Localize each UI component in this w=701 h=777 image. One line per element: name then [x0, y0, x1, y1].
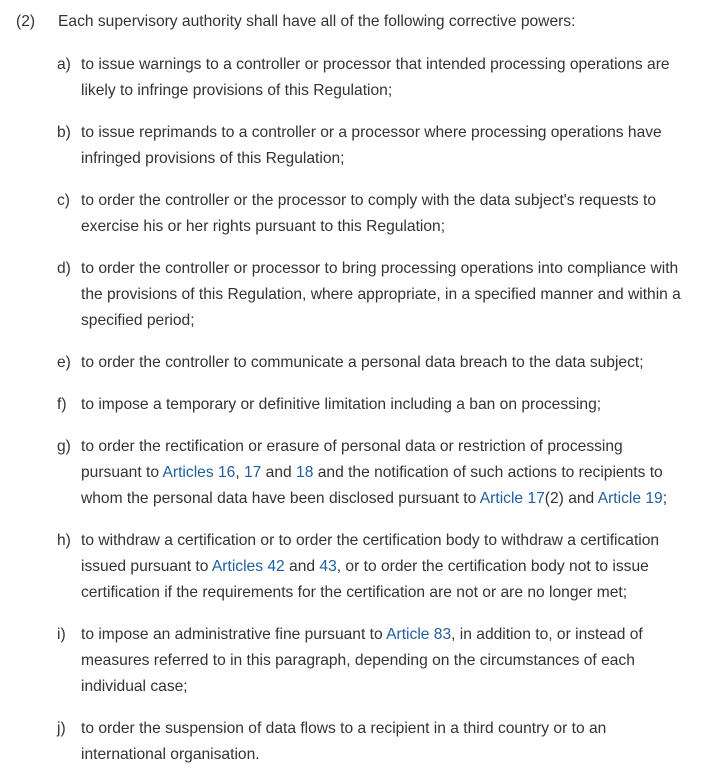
list-item: [57, 434, 697, 512]
item-text: [81, 52, 697, 104]
item-text: [81, 716, 697, 768]
text-segment: whom the personal data have been disclosed pursuant to: [81, 490, 480, 507]
text-line: [81, 460, 697, 486]
text-line: [81, 52, 697, 78]
text-segment: to impose a temporary or definitive limitation including a ban on processing;: [81, 396, 602, 413]
text-line: [81, 580, 697, 606]
item-letter: a): [57, 56, 71, 73]
text-line: [81, 256, 697, 282]
item-letter: e): [57, 354, 71, 371]
paragraph-number: (2): [16, 13, 36, 30]
text-segment: international organisation.: [81, 746, 260, 763]
text-segment: pursuant to: [81, 464, 163, 481]
article-link[interactable]: 43: [319, 558, 337, 575]
item-text: [81, 434, 697, 512]
text-segment: to order the suspension of data flows to a recipient in a third country or to an: [81, 720, 607, 737]
article-link[interactable]: Articles 16: [162, 464, 236, 481]
item-text: [81, 120, 697, 172]
text-line: [81, 78, 697, 104]
paragraph-heading: [16, 12, 696, 32]
list-item: [57, 528, 697, 606]
text-segment: to order the controller or processor to bring processing operations into compliance with: [81, 260, 679, 277]
article-link[interactable]: Article 83: [386, 626, 452, 643]
text-line: [81, 622, 697, 648]
item-letter: d): [57, 260, 71, 277]
item-letter: c): [57, 192, 70, 209]
item-letter: g): [57, 438, 71, 455]
text-line: [81, 146, 697, 172]
article-link[interactable]: 17: [243, 464, 262, 481]
item-letter: j): [57, 720, 66, 737]
text-segment: to issue warnings to a controller or processor that intended processing operations are: [81, 56, 670, 73]
item-text: [81, 256, 697, 334]
text-line: [81, 674, 697, 700]
text-segment: to impose an administrative fine pursuant to: [81, 626, 387, 643]
article-link[interactable]: Articles 42: [211, 558, 285, 575]
text-line: [81, 648, 697, 674]
list-item: [57, 52, 697, 104]
article-link[interactable]: 18: [296, 464, 314, 481]
item-text: [81, 188, 697, 240]
article-link[interactable]: Article 17: [479, 490, 545, 507]
text-line: [81, 282, 697, 308]
text-segment: certification if the requirements for the certification are not or are no longer met;: [81, 584, 628, 601]
text-segment: likely to infringe provisions of this Regulation;: [81, 82, 393, 99]
text-line: [81, 528, 697, 554]
text-segment: , in addition to, or instead of: [451, 626, 643, 643]
item-text: [81, 392, 697, 418]
text-segment: and: [284, 558, 320, 575]
text-line: [81, 554, 697, 580]
text-segment: to order the rectification or erasure of personal data or restriction of processing: [81, 438, 623, 455]
paragraph-2: [16, 12, 696, 32]
text-segment: (2) and: [544, 490, 598, 507]
item-letter: h): [57, 532, 71, 549]
text-line: [81, 742, 697, 768]
list-item: [57, 256, 697, 334]
item-text: [81, 350, 697, 376]
text-segment: specified period;: [81, 312, 195, 329]
text-segment: issued pursuant to: [81, 558, 212, 575]
item-letter: f): [57, 396, 67, 413]
paragraph-intro: Each supervisory authority shall have all of the following corrective powers:: [58, 13, 576, 30]
text-segment: , or to order the certification body not to issue: [336, 558, 649, 575]
list-item: [57, 188, 697, 240]
text-segment: to issue reprimands to a controller or a processor where processing operations have: [81, 124, 662, 141]
list-item: [57, 350, 697, 376]
text-segment: ,: [235, 464, 244, 481]
text-segment: measures referred to in this paragraph, depending on the circumstances of each: [81, 652, 635, 669]
list-item: [57, 392, 697, 418]
item-text: [81, 528, 697, 606]
text-segment: infringed provisions of this Regulation;: [81, 150, 345, 167]
list-item: [57, 120, 697, 172]
list-item: [57, 622, 697, 700]
text-segment: to order the controller or the processor to comply with the data subject's requests to: [81, 192, 657, 209]
text-segment: ;: [662, 490, 668, 507]
text-line: [81, 120, 697, 146]
text-segment: to order the controller to communicate a personal data breach to the data subject;: [81, 354, 644, 371]
text-segment: individual case;: [81, 678, 188, 695]
text-line: [81, 434, 697, 460]
text-line: [81, 214, 697, 240]
text-segment: exercise his or her rights pursuant to this Regulation;: [81, 218, 446, 235]
item-letter: i): [57, 626, 66, 643]
item-letter: b): [57, 124, 71, 141]
article-link[interactable]: Article 19: [597, 490, 663, 507]
text-line: [81, 308, 697, 334]
text-segment: the provisions of this Regulation, where appropriate, in a specified manner and within a: [81, 286, 681, 303]
item-text: [81, 622, 697, 700]
text-line: [81, 716, 697, 742]
list-item: [57, 716, 697, 768]
text-segment: and: [261, 464, 297, 481]
text-line: [81, 188, 697, 214]
text-segment: and the notification of such actions to recipients to: [313, 464, 663, 481]
text-line: [81, 486, 697, 512]
text-line: [81, 350, 697, 376]
text-line: [81, 392, 697, 418]
text-segment: to withdraw a certification or to order the certification body to withdraw a certification: [81, 532, 660, 549]
